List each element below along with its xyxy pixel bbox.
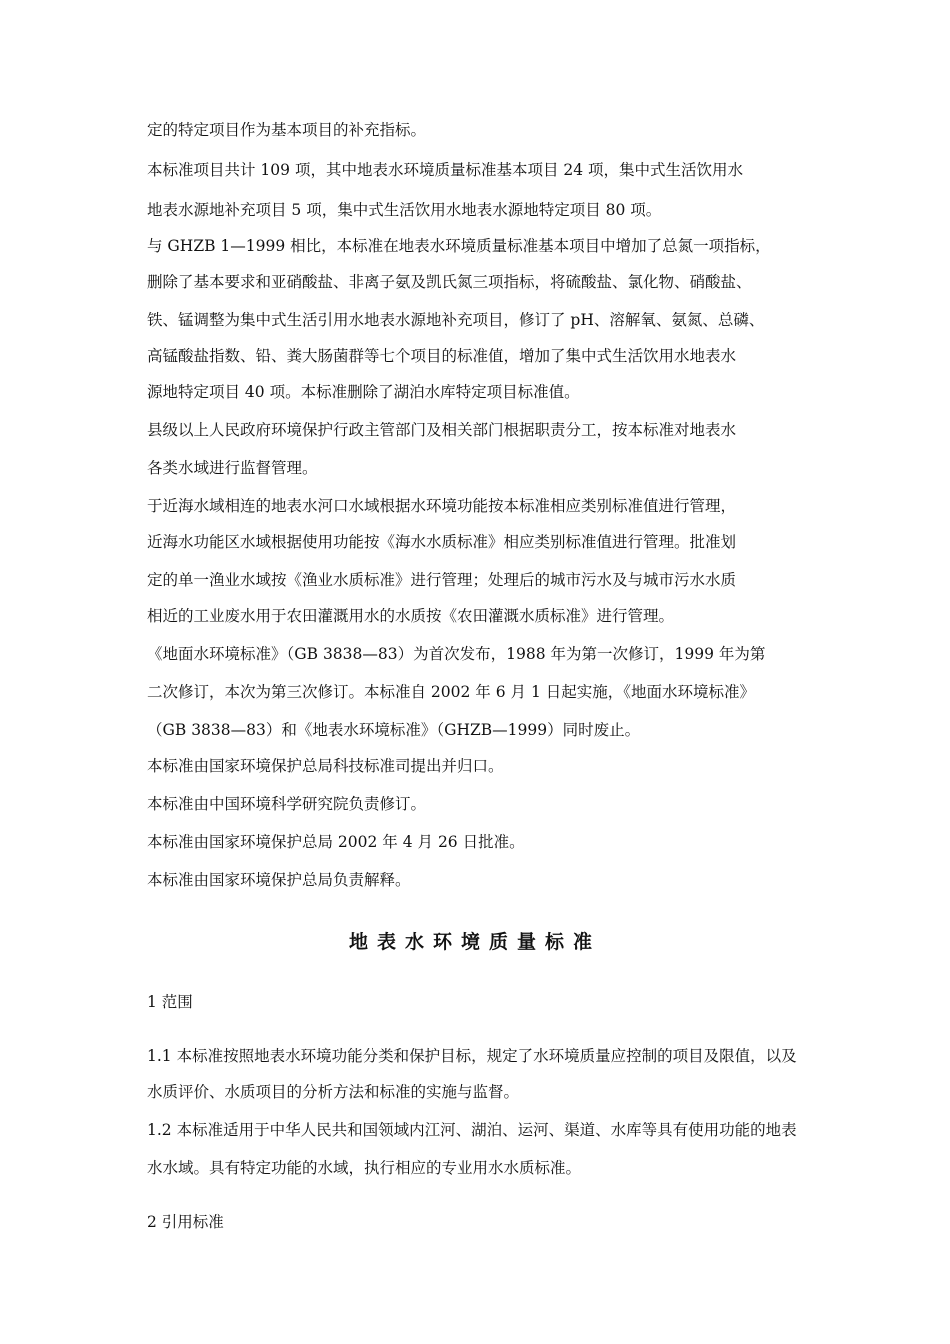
- foreword-line: 与 GHZB 1—1999 相比，本标准在地表水环境质量标准基本项目中增加了总氮一项指标，: [147, 237, 771, 255]
- section-1-line: 1.2 本标准适用于中华人民共和国领域内江河、湖泊、运河、渠道、水库等具有使用功能的地表: [147, 1121, 797, 1139]
- foreword-line: 各类水域进行监督管理。: [147, 459, 318, 477]
- section-1-line: 1.1 本标准按照地表水环境功能分类和保护目标，规定了水环境质量应控制的项目及限值，以及: [147, 1047, 797, 1065]
- foreword-line: 《地面水环境标准》（GB 3838—83）为首次发布，1988 年为第一次修订，1999 年为第: [147, 645, 766, 663]
- foreword-line: 源地特定项目 40 项。本标准删除了湖泊水库特定项目标准值。: [147, 383, 580, 401]
- foreword-line: 于近海水域相连的地表水河口水域根据水环境功能按本标准相应类别标准值进行管理，: [147, 497, 737, 515]
- foreword-line: 本标准由国家环境保护总局科技标准司提出并归口。: [147, 757, 504, 775]
- foreword-line: 近海水功能区水域根据使用功能按《海水水质标准》相应类别标准值进行管理。批准划: [147, 533, 737, 551]
- foreword-line: 高锰酸盐指数、铅、粪大肠菌群等七个项目的标准值，增加了集中式生活饮用水地表水: [147, 347, 737, 365]
- foreword-line: （GB 3838—83）和《地表水环境标准》（GHZB—1999）同时废止。: [147, 721, 641, 739]
- foreword-line: 二次修订，本次为第三次修订。本标准自 2002 年 6 月 1 日起实施，《地面水环境标准》: [147, 683, 755, 701]
- foreword-line: 本标准项目共计 109 项，其中地表水环境质量标准基本项目 24 项，集中式生活饮用水: [147, 161, 744, 179]
- foreword-line: 相近的工业废水用于农田灌溉用水的水质按《农田灌溉水质标准》进行管理。: [147, 607, 675, 625]
- foreword-line: 定的特定项目作为基本项目的补充指标。: [147, 121, 427, 139]
- section-1-line: 水水域。具有特定功能的水域，执行相应的专业用水水质标准。: [147, 1159, 582, 1177]
- section-1-line: 水质评价、水质项目的分析方法和标准的实施与监督。: [147, 1083, 520, 1101]
- foreword-line: 地表水源地补充项目 5 项，集中式生活饮用水地表水源地特定项目 80 项。: [147, 201, 662, 219]
- standard-title: 地表水环境质量标准: [348, 931, 601, 953]
- foreword-line: 铁、锰调整为集中式生活引用水地表水源地补充项目，修订了 pH、溶解氧、氨氮、总磷、: [147, 311, 765, 329]
- foreword-line: 删除了基本要求和亚硝酸盐、非离子氨及凯氏氮三项指标，将硫酸盐、氯化物、硝酸盐、: [147, 273, 752, 291]
- foreword-line: 县级以上人民政府环境保护行政主管部门及相关部门根据职责分工，按本标准对地表水: [147, 421, 737, 439]
- foreword-line: 本标准由国家环境保护总局 2002 年 4 月 26 日批准。: [147, 833, 525, 851]
- section-1-heading: 1 范围: [147, 993, 193, 1011]
- foreword-line: 定的单一渔业水域按《渔业水质标准》进行管理；处理后的城市污水及与城市污水水质: [147, 571, 737, 589]
- foreword-line: 本标准由中国环境科学研究院负责修订。: [147, 795, 427, 813]
- section-2-heading: 2 引用标准: [147, 1213, 224, 1231]
- foreword-line: 本标准由国家环境保护总局负责解释。: [147, 871, 411, 889]
